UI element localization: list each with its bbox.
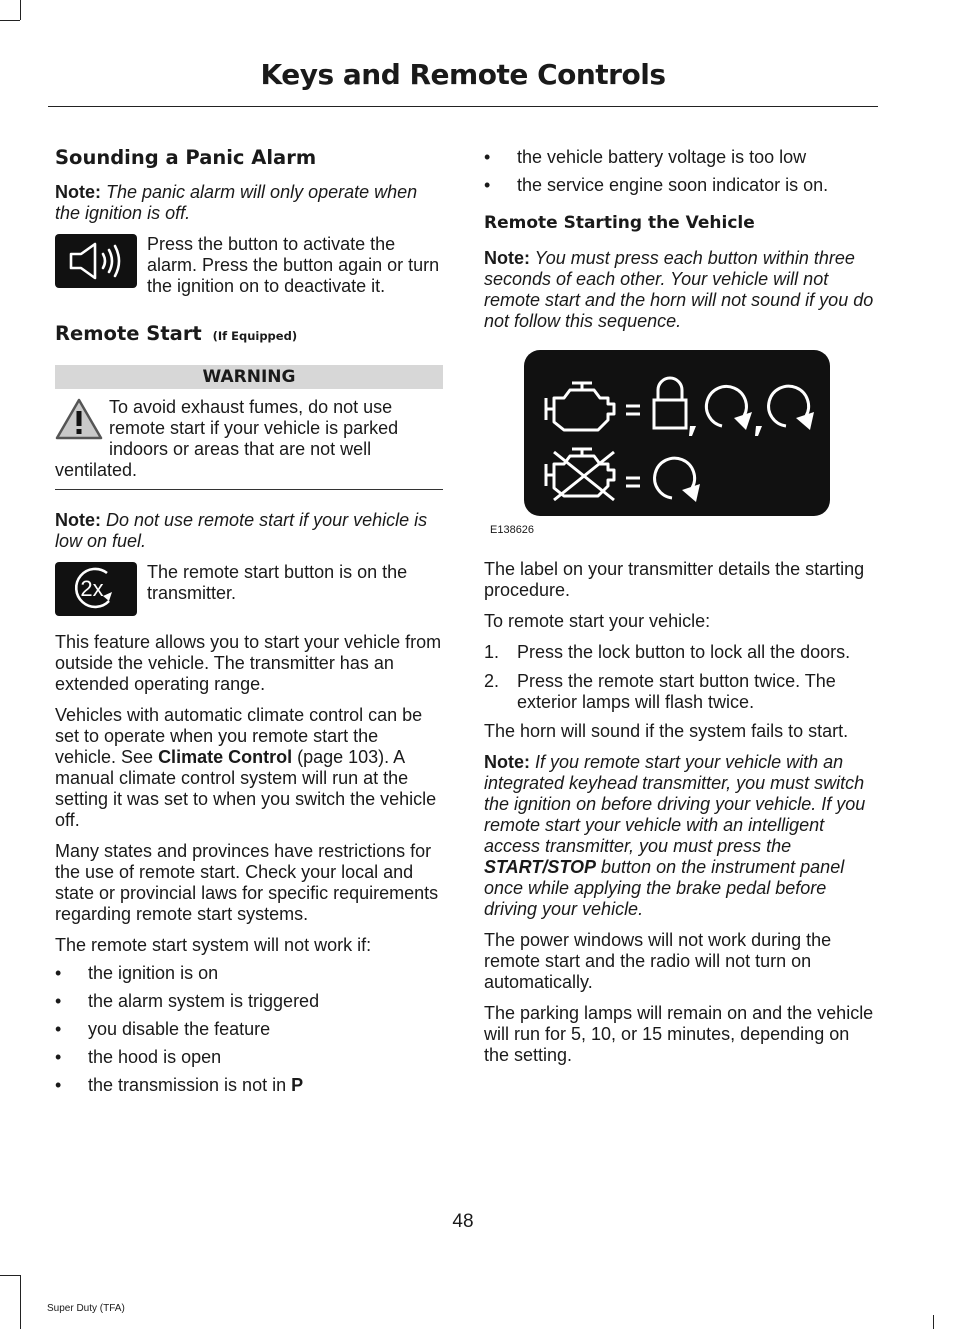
note-label: Note: [55,182,101,202]
equals-icon [626,406,640,414]
note-text: Do not use remote start if your vehicle is low on fuel. [55,510,428,551]
bullet: • [55,1019,62,1039]
list-item [55,991,443,1019]
steps-list [484,642,874,713]
comma-icon [755,426,762,436]
step-text: Press the lock button to lock all the doors. [517,642,851,662]
step-number: 1. [484,642,500,662]
list-item [484,147,874,175]
note-text: You must press each button within three seconds of each other. Your vehicle will not remote start and the horn will not sound if you do not follow this sequence. [484,248,874,331]
remote-start-button-info [55,562,443,620]
note-text-a: If you remote start your vehicle with an integrated keyhead transmitter, you must switch the ignition on before driving your vehicle. If you remote start your vehicle with an intelligent access transmitter, you must press the [484,752,866,856]
not-work-list-continued [484,147,874,203]
right-column [484,140,874,1076]
equals-icon [626,478,640,486]
regulations-paragraph: Many states and provinces have restrictions for the use of remote start. Check your local and state or provincial laws for specific requirements regarding remote start systems. [55,841,439,924]
crop-mark [0,20,20,21]
remote-start-heading-text: Remote Start [55,322,202,345]
footer-model: Super Duty (TFA) [47,1303,125,1314]
note-label: Note: [484,248,530,268]
2x-label: 2x [80,576,104,601]
label-description: The label on your transmitter details the starting procedure. [484,559,865,600]
parking-lamps-paragraph: The parking lamps will remain on and the vehicle will run for 5, 10, or 15 minutes, depending on the setting. [484,1003,874,1065]
left-column [55,140,443,1103]
list-item-text: the service engine soon indicator is on. [517,175,829,195]
list-item [484,175,874,203]
note-label: Note: [484,752,530,772]
lock-icon [654,378,686,428]
page-title: Keys and Remote Controls [260,58,666,91]
not-work-list [55,963,443,1103]
page-number: 48 [452,1211,474,1232]
note-text: The panic alarm will only operate when the ignition is off. [55,182,418,223]
engine-icon [546,383,614,430]
list-item-text: you disable the feature [88,1019,271,1039]
list-item-text: the alarm system is triggered [88,991,320,1011]
note-label: Note: [55,510,101,530]
list-item [55,1075,443,1103]
warning-divider [55,489,443,490]
panic-note [55,182,443,224]
start-stop-label: START/STOP [484,857,597,877]
list-item-text: the vehicle battery voltage is too low [517,147,807,167]
title-divider [48,106,878,107]
remote-start-2x-icon [55,562,137,616]
note-text-b: button on the instrument panel once while applying the brake pedal before driving your vehicle. [484,857,845,919]
panic-instruction [55,234,443,297]
horn-paragraph: The horn will sound if the system fails to start. [484,721,849,741]
bullet: • [484,147,491,167]
engine-off-icon [546,449,614,500]
crop-mark [20,0,21,20]
crop-mark [0,1275,20,1276]
bullet: • [55,1047,62,1067]
sequence-note [484,248,874,332]
feature-description: This feature allows you to start your vehicle from outside the vehicle. The transmitter has an extended operating range. [55,632,442,694]
list-item [55,1019,443,1047]
remote-starting-heading: Remote Starting the Vehicle [484,213,755,233]
bullet: • [55,991,62,1011]
warning-block [55,397,443,481]
speaker-sound-icon [55,234,137,288]
steps-intro: To remote start your vehicle: [484,611,711,631]
fuel-note [55,510,443,552]
bullet: • [55,963,62,983]
remote-start-procedure-diagram [524,350,830,516]
panic-alarm-heading: Sounding a Panic Alarm [55,146,317,169]
list-item [55,963,443,991]
step-number: 2. [484,671,500,691]
remote-start-button-text: The remote start button is on the transmitter. [147,562,408,603]
step-text: Press the remote start button twice. The exterior lamps will flash twice. [517,671,836,712]
bullet: • [55,1075,62,1095]
climate-control-paragraph [55,705,443,831]
climate-text-a: Vehicles with automatic climate control can be set to operate when you remote start the vehicle. See [55,705,423,767]
crop-mark [933,1315,934,1329]
list-item [484,642,874,663]
list-item [484,671,874,713]
not-work-intro: The remote start system will not work if: [55,935,372,955]
park-gear-label: P [291,1075,304,1095]
keyhead-note [484,752,874,920]
climate-text-b: (page 103). A manual climate control system will run at the setting it was set to when you switch the vehicle off. [55,747,437,830]
power-windows-paragraph: The power windows will not work during the remote start and the radio will not turn on automatically. [484,930,832,992]
figure-code: E138626 [490,524,535,536]
panic-instruction-text: Press the button to activate the alarm. Press the button again or turn the ignition on to deactivate it. [147,234,440,296]
warning-heading: WARNING [55,365,443,389]
remote-start-heading [55,323,443,347]
arrow-head-icon [796,412,814,430]
crop-mark [20,1275,21,1329]
list-item [55,1047,443,1075]
if-equipped-label: (If Equipped) [212,329,298,343]
comma-icon [689,426,696,436]
warning-triangle-icon [55,397,103,441]
list-item-text: the hood is open [88,1047,222,1067]
arrow-head-icon [682,484,700,502]
bullet: • [484,175,491,195]
list-item-text: the ignition is on [88,963,219,983]
warning-text: To avoid exhaust fumes, do not use remote start if your vehicle is parked indoors or areas that are not well ventilated. [55,397,399,480]
climate-control-link[interactable]: Climate Control [158,747,293,767]
list-item-text: the transmission is not in [88,1075,292,1095]
transmitter-label-figure [490,350,830,541]
